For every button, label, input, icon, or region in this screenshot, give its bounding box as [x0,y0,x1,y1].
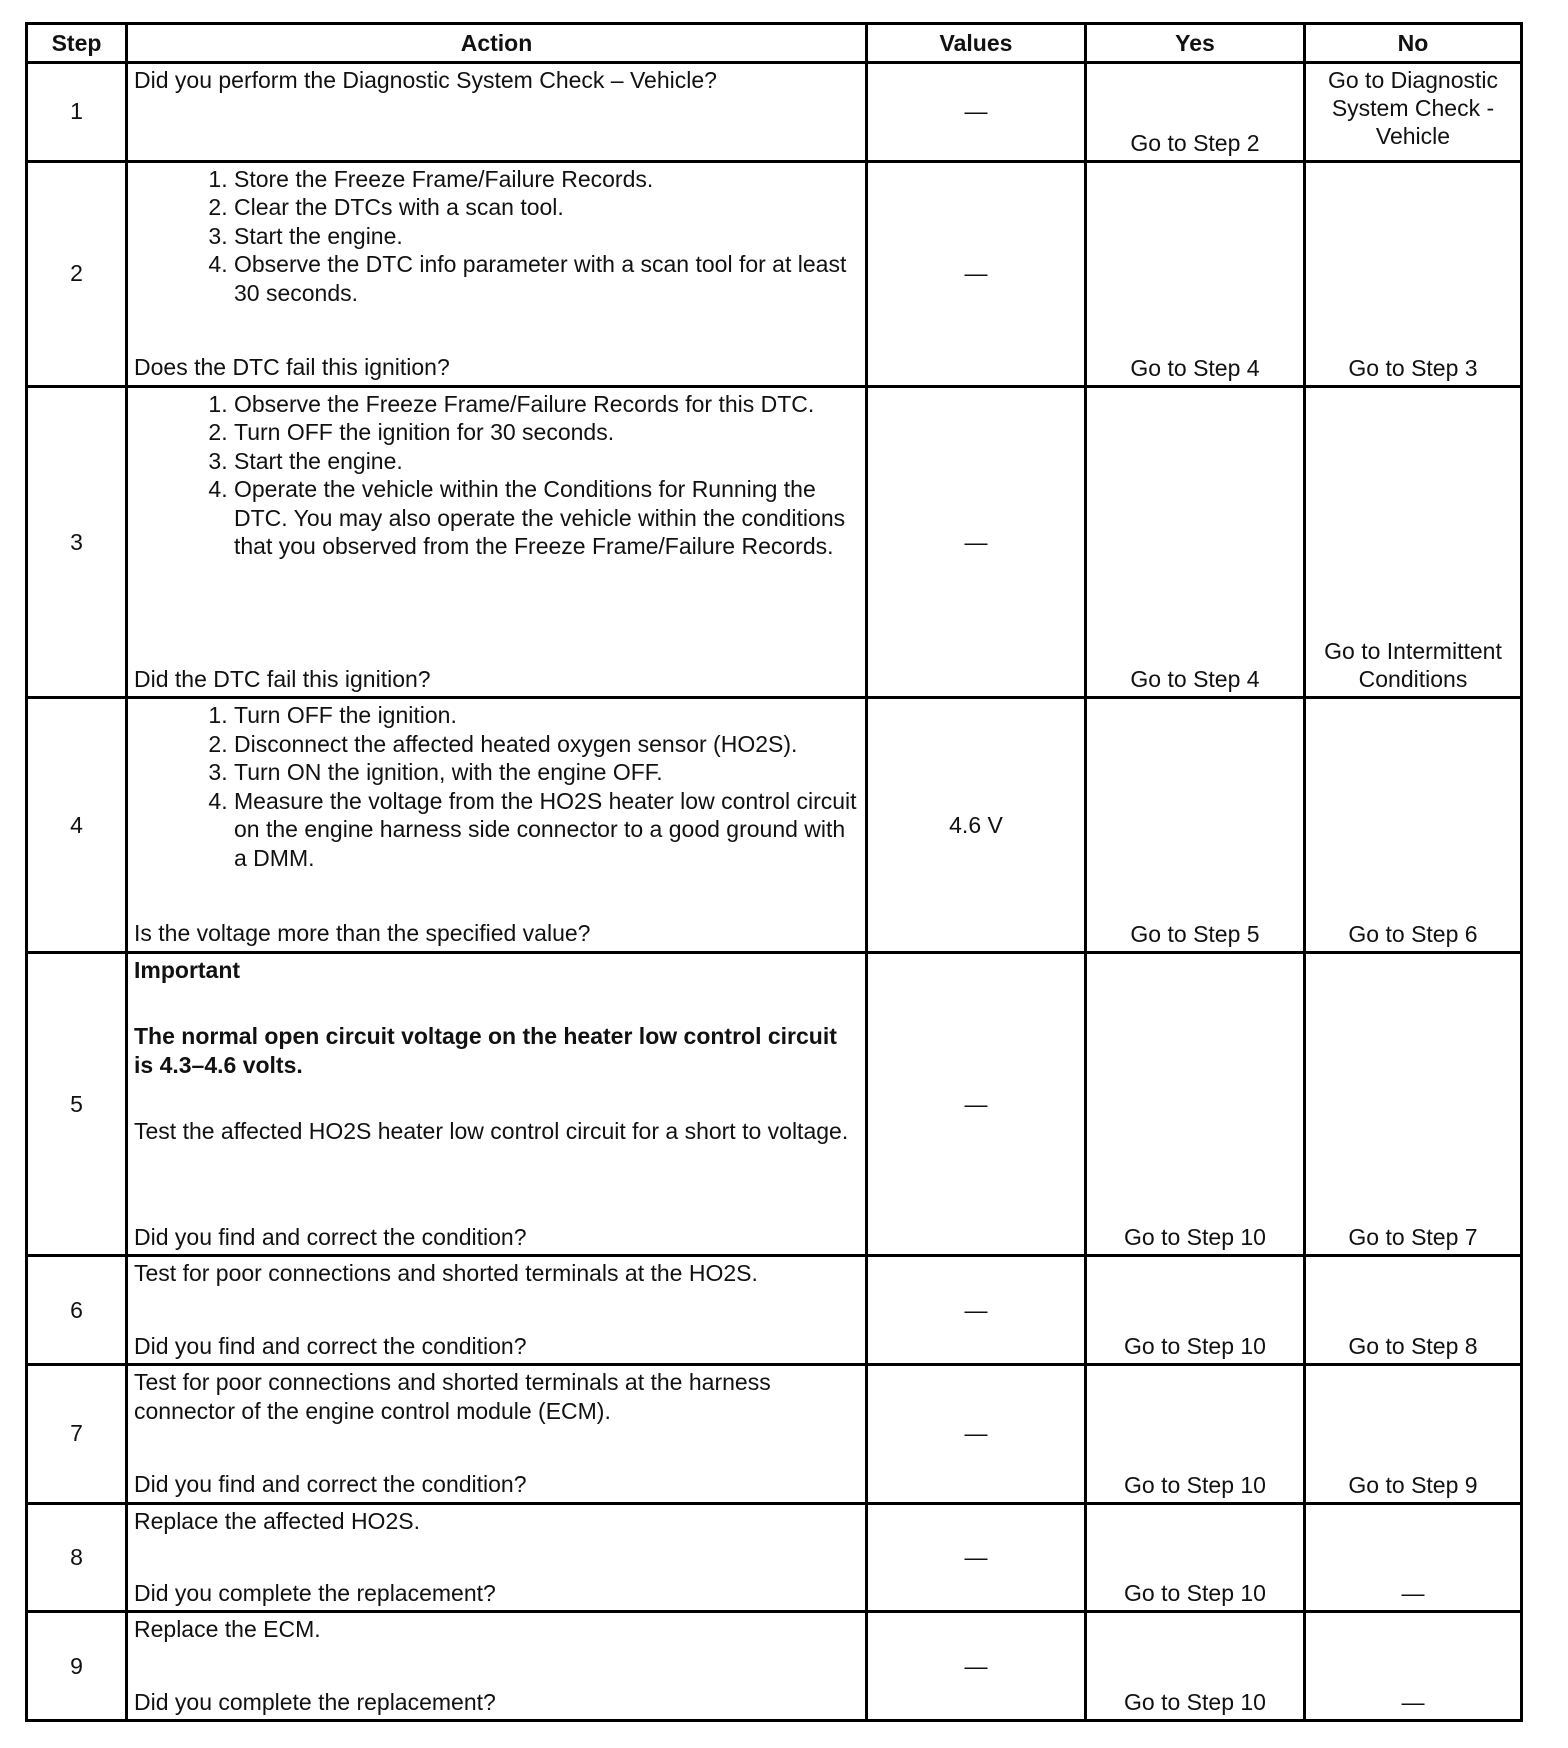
action-instruction: Test for poor connections and shorted terminals at the harness connector of the engine control module (ECM). [134,1369,771,1424]
action-cell [127,63,867,162]
action-step-item: 4. Observe the DTC info parameter with a scan tool for at least 30 seconds. [234,250,859,307]
step-number: 1 [27,63,127,162]
step-number: 2 [27,161,127,386]
table-row [27,1256,1522,1365]
no-cell: — [1305,1503,1522,1612]
action-step-item: 1. Turn OFF the ignition. [234,701,859,730]
action-question: Did the DTC fail this ignition? [134,665,431,692]
value-cell: — [867,1612,1086,1721]
table-row [27,63,1522,162]
step-number: 4 [27,698,127,952]
action-cell [127,1365,867,1504]
action-question: Did you find and correct the condition? [134,1471,527,1498]
action-steps [134,165,859,308]
table-row [27,698,1522,952]
action-step-item: 3. Start the engine. [234,222,859,251]
important-note: The normal open circuit voltage on the heater low control circuit is 4.3–4.6 volts. [134,1023,837,1078]
action-cell [127,1503,867,1612]
no-cell: Go to Diagnostic System Check - Vehicle [1305,63,1522,162]
yes-cell: Go to Step 4 [1086,161,1305,386]
diagnostic-table [25,22,1523,1722]
action-step-item: 3. Turn ON the ignition, with the engine OFF. [234,758,859,787]
action-question: Did you perform the Diagnostic System Check – Vehicle? [134,67,717,93]
yes-cell: Go to Step 10 [1086,1503,1305,1612]
step-number: 7 [27,1365,127,1504]
action-instruction: Replace the affected HO2S. [134,1507,420,1534]
header-row [27,24,1522,63]
table-row [27,161,1522,386]
action-step-item: 4. Measure the voltage from the HO2S heater low control circuit on the engine harness side connector to a good ground with a DMM. [234,787,859,873]
no-cell: Go to Step 8 [1305,1256,1522,1365]
action-cell [127,386,867,698]
action-steps [134,701,859,872]
step-number: 8 [27,1503,127,1612]
step-number: 6 [27,1256,127,1365]
header-values: Values [867,24,1086,63]
no-cell: Go to Step 7 [1305,952,1522,1256]
action-instruction: Replace the ECM. [134,1616,321,1643]
action-step-item: 2. Clear the DTCs with a scan tool. [234,193,859,222]
no-cell: Go to Step 6 [1305,698,1522,952]
table-row [27,386,1522,698]
yes-cell: Go to Step 10 [1086,1612,1305,1721]
action-cell [127,161,867,386]
action-cell [127,698,867,952]
step-number: 5 [27,952,127,1256]
step-number: 9 [27,1612,127,1721]
header-yes: Yes [1086,24,1305,63]
action-instruction: Test for poor connections and shorted terminals at the HO2S. [134,1260,758,1287]
yes-cell: Go to Step 10 [1086,952,1305,1256]
action-step-item: 3. Start the engine. [234,447,859,476]
header-no: No [1305,24,1522,63]
value-cell: — [867,386,1086,698]
value-cell: — [867,63,1086,162]
yes-cell: Go to Step 4 [1086,386,1305,698]
important-title: Important [134,956,241,983]
value-cell: 4.6 V [867,698,1086,952]
action-step-item: 2. Turn OFF the ignition for 30 seconds. [234,418,859,447]
action-step-item: 2. Disconnect the affected heated oxygen sensor (HO2S). [234,730,859,759]
step-number: 3 [27,386,127,698]
action-step-item: 1. Observe the Freeze Frame/Failure Records for this DTC. [234,390,859,419]
action-step-item: 1. Store the Freeze Frame/Failure Records. [234,165,859,194]
header-action: Action [127,24,867,63]
table-row [27,1503,1522,1612]
action-cell [127,952,867,1256]
table-row [27,1612,1522,1721]
no-cell: Go to Step 3 [1305,161,1522,386]
action-cell [127,1612,867,1721]
action-cell [127,1256,867,1365]
action-steps [134,390,859,561]
action-step-item: 4. Operate the vehicle within the Conditions for Running the DTC. You may also operate the vehicle within the conditions that you observed from the Freeze Frame/Failure Records. [234,475,859,561]
no-cell: Go to Intermittent Conditions [1305,386,1522,698]
table-row [27,1365,1522,1504]
value-cell: — [867,1503,1086,1612]
no-cell: — [1305,1612,1522,1721]
action-question: Is the voltage more than the specified value? [134,920,591,947]
header-step: Step [27,24,127,63]
value-cell: — [867,1365,1086,1504]
table-row [27,952,1522,1256]
yes-cell: Go to Step 2 [1086,63,1305,162]
value-cell: — [867,952,1086,1256]
no-cell: Go to Step 9 [1305,1365,1522,1504]
value-cell: — [867,161,1086,386]
action-question: Does the DTC fail this ignition? [134,354,450,381]
action-question: Did you complete the replacement? [134,1688,496,1715]
action-instruction: Test the affected HO2S heater low control circuit for a short to voltage. [134,1118,849,1145]
value-cell: — [867,1256,1086,1365]
yes-cell: Go to Step 10 [1086,1256,1305,1365]
yes-cell: Go to Step 5 [1086,698,1305,952]
action-question: Did you find and correct the condition? [134,1332,527,1359]
action-question: Did you complete the replacement? [134,1579,496,1606]
yes-cell: Go to Step 10 [1086,1365,1305,1504]
action-question: Did you find and correct the condition? [134,1223,527,1250]
